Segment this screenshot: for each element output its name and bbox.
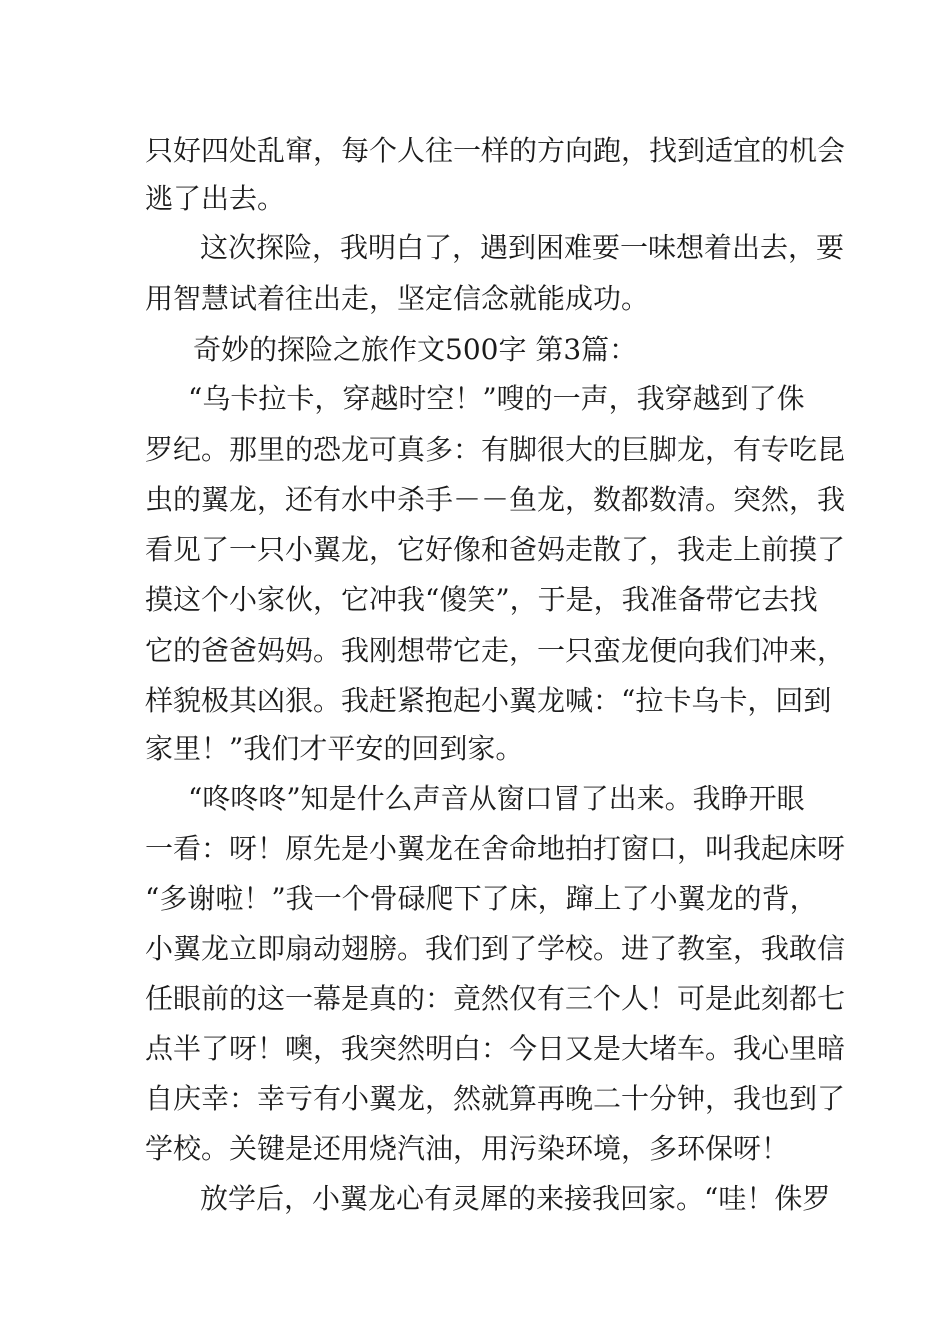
text-line: 用智慧试着往出走，坚定信念就能成功。	[145, 282, 650, 315]
text-line: 样貌极其凶狠。我赶紧抱起小翼龙喊：“拉卡乌卡，回到	[145, 684, 832, 717]
text-line: 家里！”我们才平安的回到家。	[145, 732, 524, 765]
text-line: 虫的翼龙，还有水中杀手－－鱼龙，数都数清。突然，我	[145, 483, 846, 516]
text-line: 摸这个小家伙，它冲我“傻笑”，于是，我准备带它去找	[145, 583, 818, 616]
text-line: 点半了呀！噢，我突然明白：今日又是大堵车。我心里暗	[145, 1032, 846, 1065]
text-line: 自庆幸：幸亏有小翼龙，然就算再晚二十分钟，我也到了	[145, 1082, 846, 1115]
text-line: “多谢啦！”我一个骨碌爬下了床，蹿上了小翼龙的背，	[145, 882, 818, 915]
text-line: 只好四处乱窜，每个人往一样的方向跑，找到适宜的机会	[145, 134, 846, 167]
text-line: 一看：呀！原先是小翼龙在舍命地拍打窗口，叫我起床呀	[145, 832, 846, 865]
section-heading: 奇妙的探险之旅作文500字 第3篇：	[193, 333, 638, 366]
text-line: 学校。关键是还用烧汽油，用污染环境，多环保呀！	[145, 1132, 790, 1165]
paragraph-first-line: 放学后，小翼龙心有灵犀的来接我回家。“哇！侏罗	[200, 1182, 831, 1215]
text-line: 任眼前的这一幕是真的：竟然仅有三个人！可是此刻都七	[145, 982, 846, 1015]
paragraph-first-line: “咚咚咚”知是什么声音从窗口冒了出来。我睁开眼	[188, 782, 805, 815]
text-line: 看见了一只小翼龙，它好像和爸妈走散了，我走上前摸了	[145, 533, 846, 566]
text-line: 罗纪。那里的恐龙可真多：有脚很大的巨脚龙，有专吃昆	[145, 433, 846, 466]
paragraph-first-line: 这次探险，我明白了，遇到困难要一味想着出去，要	[200, 231, 845, 264]
text-line: 逃了出去。	[145, 182, 286, 215]
text-line: 它的爸爸妈妈。我刚想带它走，一只蛮龙便向我们冲来，	[145, 634, 846, 667]
text-line: 小翼龙立即扇动翅膀。我们到了学校。进了教室，我敢信	[145, 932, 846, 965]
paragraph-first-line: “乌卡拉卡，穿越时空！”嗖的一声，我穿越到了侏	[188, 382, 805, 415]
